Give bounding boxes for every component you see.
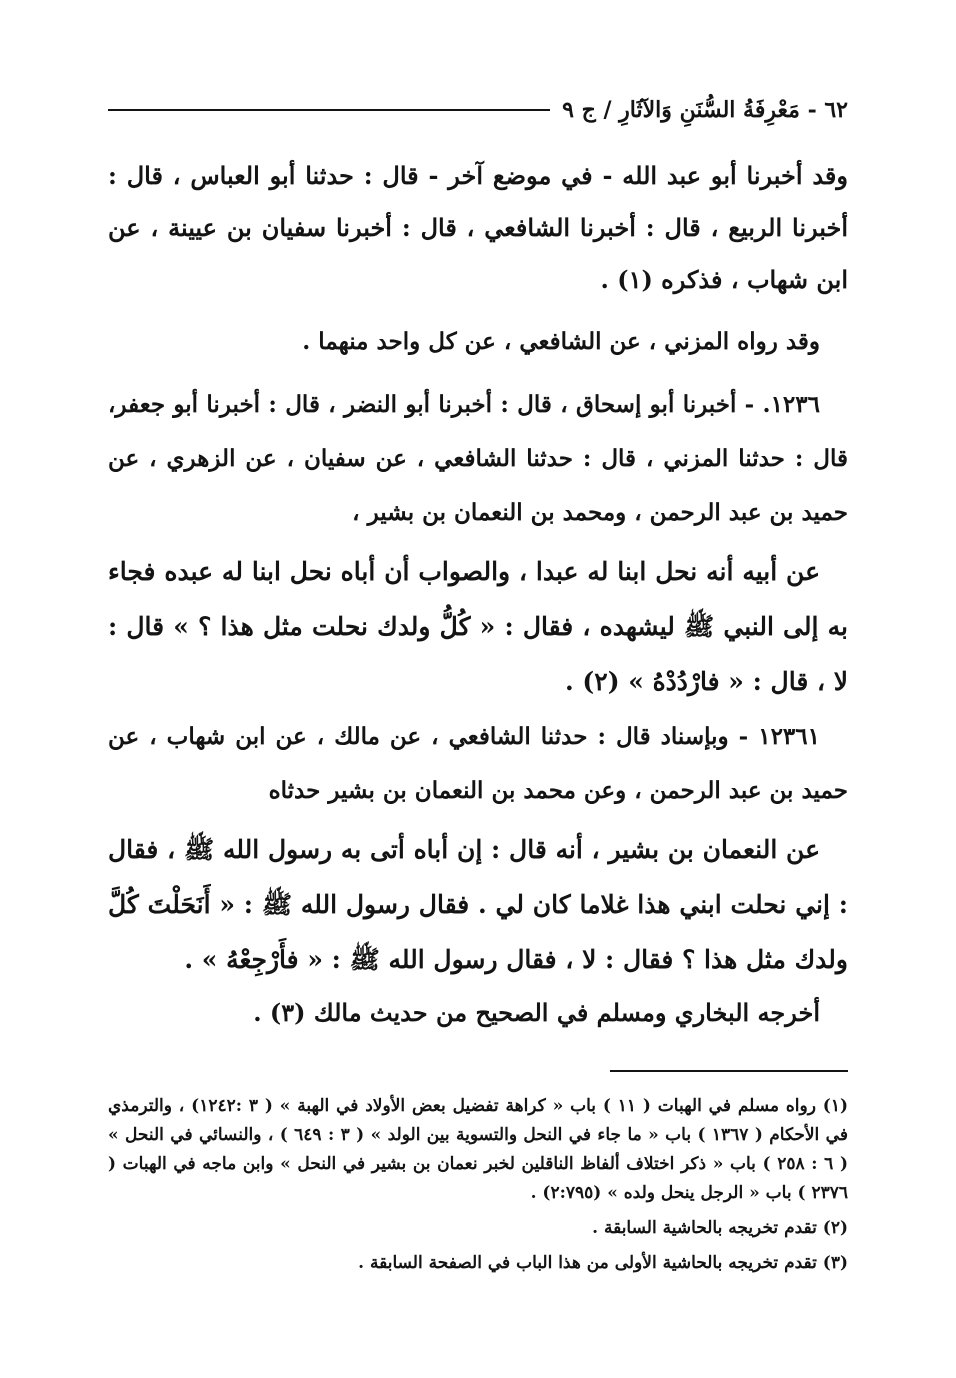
paragraph-6: عن النعمان بن بشير ، أنه قال : إن أباه أتى به رسول الله ﷺ ، فقال : إني نحلت ابني هذا غلاما كان لي . فقال رسول الله ﷺ : « أَنَحَلْتَ كُلَّ ولدك مثل هذا ؟ فقال : لا ، فقال رسول الله ﷺ : « فأَرْجِعْهُ » . xyxy=(108,835,848,974)
paragraph-3: ١٢٣٦. - أخبرنا أبو إسحاق ، قال : أخبرنا أبو النضر ، قال : أخبرنا أبو جعفر، قال : حدثنا المزني ، قال : حدثنا الشافعي ، عن سفيان ، عن الزهري ، عن حميد بن عبد الرحمن ، ومحمد بن النعمان بن بشير ، xyxy=(108,391,848,526)
paragraph-1: وقد أخبرنا أبو عبد الله - في موضع آخر - قال : حدثنا أبو العباس ، قال : أخبرنا الربيع ، قال : أخبرنا الشافعي ، قال : أخبرنا سفيان بن عيينة ، عن ابن شهاب ، فذكره (١) . xyxy=(108,161,848,294)
header-rule xyxy=(108,109,550,111)
paragraph-5: ١٢٣٦١ - وبإسناد قال : حدثنا الشافعي ، عن مالك ، عن ابن شهاب ، عن حميد بن عبد الرحمن ، وعن محمد بن النعمان بن بشير حدثاه xyxy=(108,723,848,804)
footnotes xyxy=(108,1092,848,1284)
footnote-rule xyxy=(610,1070,848,1072)
footnote-3: (٣) تقدم تخريجه بالحاشية الأولى من هذا الباب في الصفحة السابقة . xyxy=(358,1253,848,1273)
paragraph-4: عن أبيه أنه نحل ابنا له عبدا ، والصواب أن أباه نحل ابنا له عبده فجاء به إلى النبي ﷺ ليشهده ، فقال : « كُلُّ ولدك نحلت مثل هذا ؟ » قال : لا ، قال : « فارْدُدْهُ » (٢) . xyxy=(108,557,848,696)
paragraph-7: أخرجه البخاري ومسلم في الصحيح من حديث مالك (٣) . xyxy=(253,998,820,1027)
footnote-1: (١) رواه مسلم في الهبات ( ١١ ) باب « كراهة تفضيل بعض الأولاد في الهبة » ( ٣ :١٢٤٢) ، والترمذي في الأحكام ( ١٣٦٧ ) باب « ما جاء في النحل والتسوية بين الولد » ( ٣ : ٦٤٩ ) ، والنسائي في النحل » ( ٦ : ٢٥٨ ) باب « ذكر اختلاف ألفاظ الناقلين لخبر نعمان بن بشير في النحل » وابن ماجه في الهبات ( ٢٣٧٦ ) باب « الرجل ينحل ولده » (٢:٧٩٥) . xyxy=(108,1096,849,1203)
page-header xyxy=(108,92,848,128)
footnote-2: (٢) تقدم تخريجه بالحاشية السابقة . xyxy=(592,1218,848,1238)
paragraph-2: وقد رواه المزني ، عن الشافعي ، عن كل واحد منهما . xyxy=(302,328,820,355)
running-header: ٦٢ - مَعْرِفَةُ السُّنَنِ وَالآثَارِ / ج ٩ xyxy=(562,97,848,123)
